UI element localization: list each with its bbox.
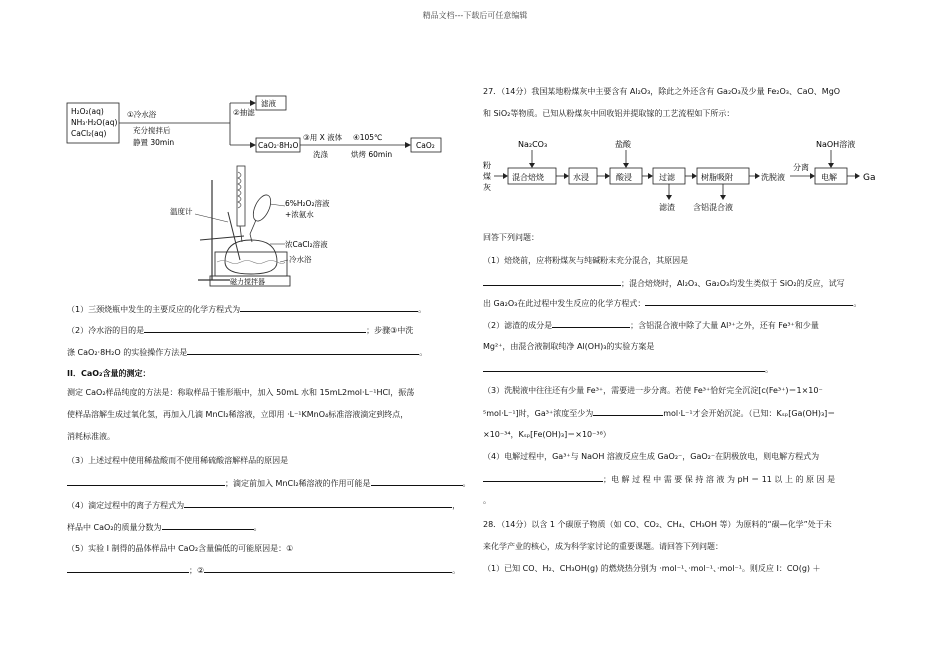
- right-q3d: ×10⁻³⁴，Kₛₚ[Fe(OH)₃]＝×10⁻³⁸）: [483, 430, 611, 439]
- right-q1b: ；混合焙烧时，Al₂O₃、Ga₂O₃均发生类似于 SiO₂的反应，试写: [483, 277, 845, 289]
- raw-label-2: 煤: [483, 172, 491, 181]
- right-q4c: 。: [483, 496, 491, 505]
- al-solution-label: 含铝混合液: [693, 203, 733, 212]
- box-mix-roast: 混合焙烧: [512, 173, 544, 182]
- product-label: CaO₂: [416, 141, 435, 150]
- box-water-leach: 水浸: [573, 173, 589, 182]
- right-q4a: （4）电解过程中，Ga³⁺与 NaOH 溶液反应生成 GaO₂⁻，GaO₂⁻在阴极放电，则电解方程式为: [483, 452, 820, 461]
- residue-label: 滤渣: [659, 203, 675, 212]
- left-p2: 使样品溶解生成过氧化氢，再加入几滴 MnCl₂稀溶液，立即用 ·L⁻¹KMnO₄标准溶液滴定到终点，: [67, 410, 409, 419]
- right-q2-blank: 。: [483, 363, 773, 375]
- right-q3b: ⁵mol·L⁻¹]时，Ga³⁺浓度至少为 mol·L⁻¹才会开始沉淀。（已知：Kₛₚ[Ga(OH)₃]＝: [483, 409, 836, 418]
- cacl2-label: 浓CaCl₂溶液: [285, 240, 328, 249]
- thermometer-label: 温度计: [170, 207, 193, 216]
- dropping-label-a: 6%H₂O₂溶液: [285, 199, 330, 208]
- reagent-nh3: NH₃·H₂O(aq): [71, 118, 118, 127]
- box-electrolysis: 电解: [821, 173, 837, 182]
- right-q28a: 28．（14分）以含 1 个碳原子物质（如 CO、CO₂、CH₄、CH₃OH 等）为原料的“碳—化学”处于未: [483, 520, 832, 529]
- right-q2a: （2）滤渣的成分是 ；含铝混合液中除了大量 Al³⁺之外，还有 Fe³⁺和少量: [483, 321, 819, 330]
- left-q3: （3）上述过程中使用稀盐酸而不使用稀硫酸溶解样品的原因是: [67, 456, 289, 465]
- step4-label-b: 烘烤 60min: [351, 150, 393, 159]
- step1-label-b: 充分搅拌后: [133, 126, 171, 135]
- reagent-h2o2: H₂O₂(aq): [71, 107, 104, 116]
- apparatus-diagram: [170, 162, 360, 292]
- box-acid-leach: 酸浸: [616, 173, 632, 182]
- left-q2: （2）冷水浴的目的是 ；步骤③中洗: [67, 326, 414, 335]
- box-resin-adsorb: 树脂吸附: [701, 173, 733, 182]
- ga-label: Ga: [863, 173, 876, 183]
- coldbath-label: 冷水浴: [289, 255, 312, 264]
- right-q1c: 出 Ga₂O₃在此过程中发生反应的化学方程式： 。: [483, 299, 862, 308]
- naoh-label: NaOH溶液: [816, 140, 856, 149]
- right-q3a: （3）洗脱液中往往还有少量 Fe³⁺，需要进一步分离。若使 Fe³⁺恰好完全沉淀[c(Fe³⁺)＝1×10⁻: [483, 386, 823, 395]
- stirrer-label: 磁力搅拌器: [230, 278, 265, 286]
- left-flow-diagram: [65, 95, 465, 165]
- na2co3-label: Na₂CO₃: [518, 140, 548, 149]
- right-answer-prompt: 回答下列问题：: [483, 233, 539, 242]
- raw-label-3: 灰: [483, 183, 491, 192]
- left-q2c: 涤 CaO₂·8H₂O 的实验操作方法是 。: [67, 348, 428, 357]
- left-q1: （1）三颈烧瓶中发生的主要反应的化学方程式为 。: [67, 305, 427, 314]
- step3-label-b: 洗涤: [313, 150, 328, 159]
- left-section2-title: II．CaO₂含量的测定：: [67, 369, 151, 378]
- left-q5b: ；② 。: [67, 564, 460, 576]
- right-flow-diagram: [483, 132, 893, 222]
- raw-label-1: 粉: [483, 161, 491, 170]
- right-q28c: （1）已知 CO、H₂、CH₃OH(g) 的燃烧热分别为 ·mol⁻¹、·mol⁻¹、·mol⁻¹。则反应 I：CO(g) ＋: [483, 564, 821, 573]
- box-filter: 过滤: [659, 173, 675, 182]
- page-header: 精品文档---下载后可任意编辑: [422, 11, 528, 20]
- dropping-label-b: +浓氨水: [285, 210, 314, 219]
- box-eluate: 洗脱液: [761, 173, 785, 182]
- right-q27-l1: 27．（14分）我国某地粉煤灰中主要含有 Al₂O₃，除此之外还含有 Ga₂O₃及少量 Fe₂O₃、CaO、MgO: [483, 87, 841, 96]
- left-q3b: ；滴定前加入 MnCl₂稀溶液的作用可能是 。: [67, 477, 471, 489]
- right-q4b: ；电 解 过 程 中 需 要 保 持 溶 液 为 pH ＝ 11 以 上 的 原 因 是: [483, 473, 835, 485]
- right-q2c: Mg²⁺，由混合液制取纯净 Al(OH)₃的实验方案是: [483, 342, 655, 351]
- left-q5: （5）实验 I 制得的晶体样品中 CaO₂含量偏低的可能原因是：①: [67, 544, 294, 553]
- separation-label: 分离: [793, 163, 809, 172]
- left-q4: （4）滴定过程中的离子方程式为 ，: [67, 501, 461, 510]
- step4-label-a: ④105℃: [353, 133, 383, 142]
- step3-label-a: ③用 X 液体: [303, 133, 343, 142]
- filtrate-label: 滤液: [261, 99, 276, 108]
- step1-label-a: ①冷水浴: [127, 110, 157, 119]
- right-q1a: （1）焙烧前，应将粉煤灰与纯碱粉末充分混合，其原因是: [483, 256, 689, 265]
- step1-label-c: 静置 30min: [133, 138, 175, 147]
- cao2-8h2o-label: CaO₂·8H₂O: [258, 141, 299, 150]
- right-q28b: 来化学产业的核心，成为科学家讨论的重要课题。请回答下列问题：: [483, 542, 723, 551]
- left-p3: 消耗标准液。: [67, 432, 115, 441]
- hcl-label: 盐酸: [615, 140, 631, 149]
- left-q4b: 样品中 CaO₂的质量分数为 。: [67, 523, 262, 532]
- right-q27-l2: 和 SiO₂等物质。已知从粉煤灰中回收铝并提取镓的工艺流程如下所示：: [483, 109, 735, 118]
- left-p1: 测定 CaO₂样品纯度的方法是：称取样品于锥形瓶中，加入 50mL 水和 15mL2mol·L⁻¹HCl，振荡: [67, 388, 415, 397]
- reagent-cacl2: CaCl₂(aq): [71, 129, 107, 138]
- step2-label: ②抽滤: [233, 108, 255, 117]
